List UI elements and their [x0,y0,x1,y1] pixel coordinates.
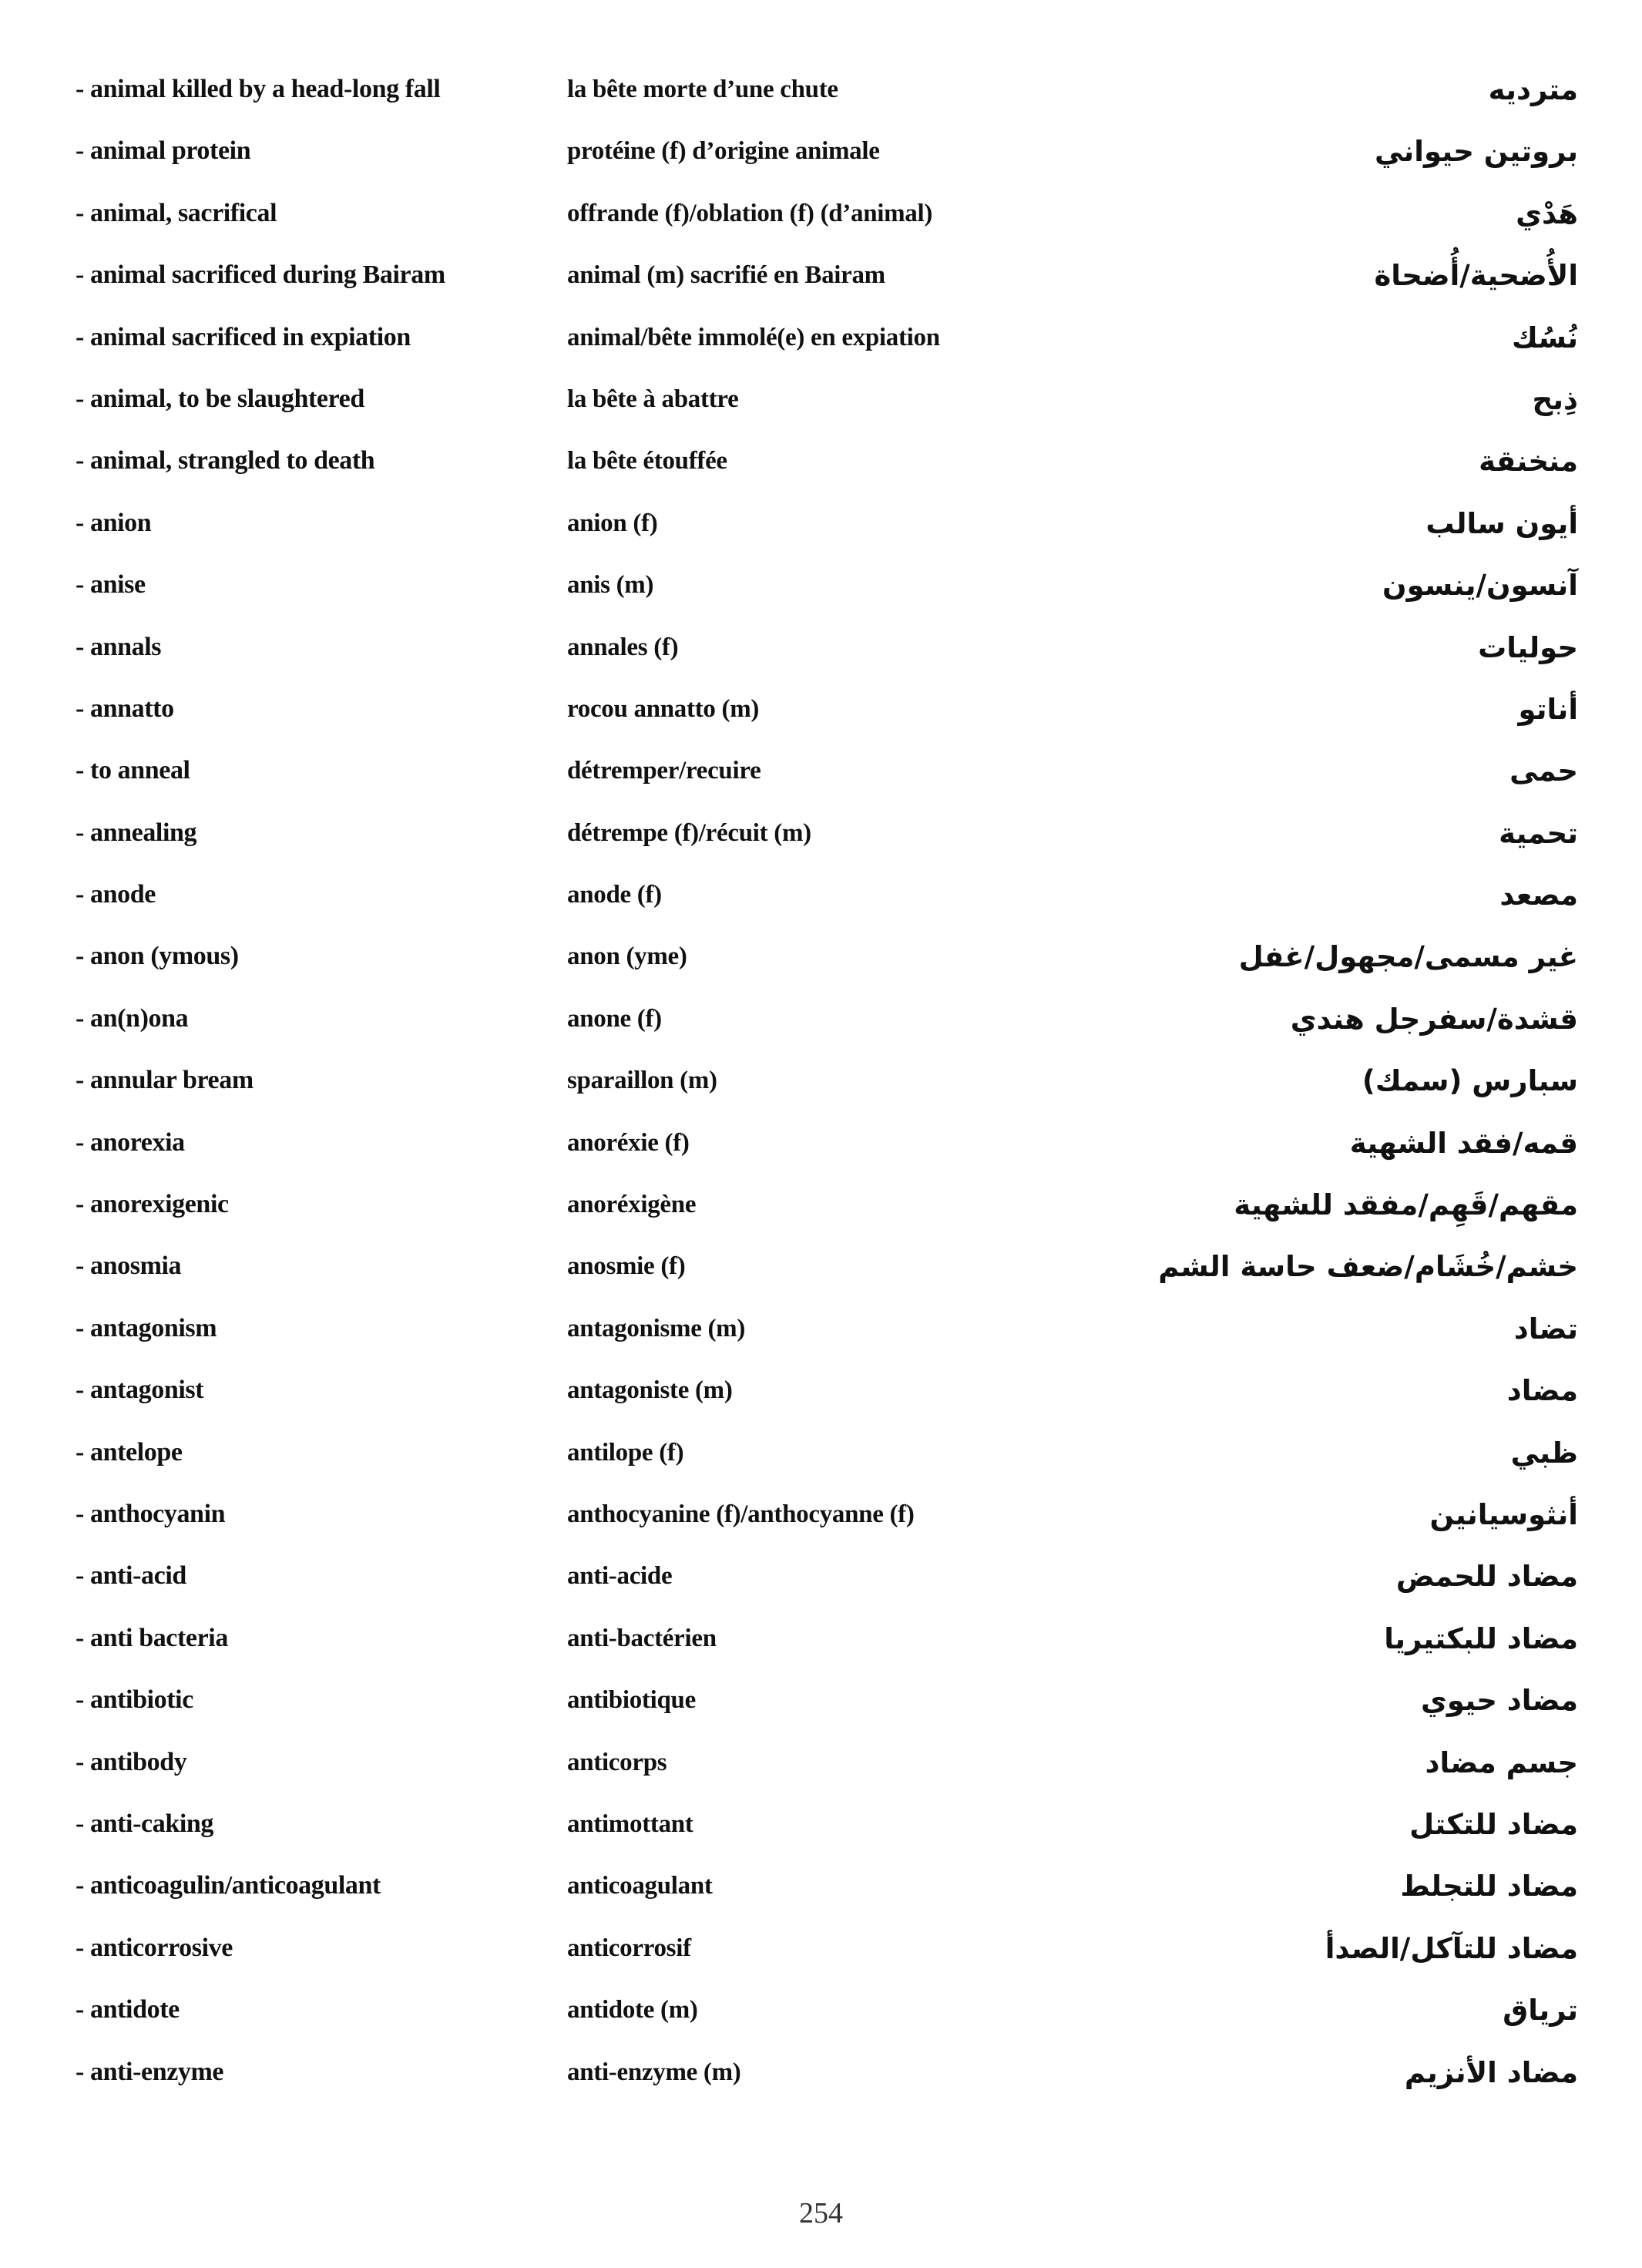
english-term: - an(n)ona [76,1003,189,1033]
arabic-term: مضاد للتجلط [1400,1870,1578,1903]
english-term: - to anneal [76,756,190,785]
english-term: - anticorrosive [76,1933,233,1962]
english-term: - anti-caking [76,1809,213,1838]
entry-row [76,1493,1578,1554]
english-term: - anosmia [76,1252,182,1281]
entry-row [76,192,1578,254]
entry-row [76,1369,1578,1430]
entry-row [76,1988,1578,2050]
arabic-term: ظبي [1510,1436,1578,1470]
french-term: sparaillon (m) [567,1067,717,1095]
entry-row [76,254,1578,315]
french-term: anti-bactérien [567,1624,717,1652]
french-term: anoréxigène [567,1191,697,1219]
english-term: - antibiotic [76,1685,193,1715]
arabic-term: أناتو [1518,692,1578,726]
english-term: - antagonist [76,1376,204,1405]
french-term: rocou annatto (m) [567,694,760,723]
arabic-term: مقهم/قَهِم/مفقد للشهية [1234,1188,1578,1222]
english-term: - anon (ymous) [76,942,239,971]
arabic-term: ترياق [1503,1994,1578,2028]
entry-row [76,1927,1578,1988]
english-term: - anorexigenic [76,1190,229,1219]
entry-row [76,749,1578,811]
english-term: - annatto [76,694,174,723]
english-term: - annealing [76,818,197,847]
entry-row [76,873,1578,935]
arabic-term: نُسُك [1512,321,1578,354]
french-term: protéine (f) d’origine animale [567,137,880,166]
french-term: la bête morte d’une chute [567,76,838,103]
french-term: anti-enzyme (m) [567,2058,741,2086]
english-term: - anion [76,508,152,537]
french-term: la bête à abattre [567,385,739,413]
french-term: anosmie (f) [567,1252,686,1281]
french-term: anone (f) [567,1004,662,1033]
french-term: antilope (f) [567,1438,684,1467]
english-term: - anti-acid [76,1561,186,1591]
english-term: - antelope [76,1437,183,1467]
entry-row [76,997,1578,1059]
french-term: anticorps [567,1748,667,1776]
arabic-term: مضاد للتآكل/الصدأ [1325,1931,1578,1965]
entry-row [76,129,1578,191]
arabic-term: مترديه [1488,73,1578,106]
french-term: annales (f) [567,633,679,661]
entry-row [76,626,1578,687]
english-term: - anthocyanin [76,1499,226,1528]
french-term: la bête étouffée [567,447,727,475]
french-term: détremper/recuire [567,757,761,785]
english-term: - anorexia [76,1127,185,1157]
arabic-term: مضاد للبكتيريا [1384,1621,1578,1655]
arabic-term: قمه/فقد الشهية [1349,1126,1578,1160]
entry-row [76,316,1578,378]
french-term: anticorrosif [567,1934,691,1962]
arabic-term: الأُضحية/أُضحاة [1374,259,1578,293]
entry-row [76,68,1578,129]
entry-row [76,563,1578,625]
french-term: anion (f) [567,509,658,537]
french-term: détrempe (f)/récuit (m) [567,818,811,847]
entry-row [76,1431,1578,1493]
english-term: - anode [76,880,156,909]
french-term: animal (m) sacrifié en Bairam [567,261,885,290]
english-term: - animal sacrificed in expiation [76,322,411,351]
entry-row [76,811,1578,873]
english-term: - annals [76,632,162,661]
entry-row [76,1678,1578,1740]
french-term: anoréxie (f) [567,1128,690,1157]
english-term: - animal protein [76,136,251,166]
entry-row [76,687,1578,749]
english-term: - animal sacrificed during Bairam [76,260,445,290]
arabic-term: مضاد للحمض [1395,1560,1578,1594]
entry-row [76,502,1578,563]
english-term: - antagonism [76,1313,217,1342]
arabic-term: أنثوسيانين [1429,1497,1578,1531]
english-term: - antibody [76,1747,187,1776]
arabic-term: حوليات [1478,630,1578,664]
entry-row [76,1307,1578,1369]
entry-row [76,1803,1578,1864]
arabic-term: تضاد [1513,1312,1578,1346]
english-term: - animal, strangled to death [76,446,375,475]
arabic-term: آنسون/ينسون [1382,569,1578,603]
entry-row [76,2051,1578,2112]
entry-list [76,68,1578,2112]
entry-row [76,439,1578,501]
french-term: anon (yme) [567,942,687,971]
english-term: - animal, sacrifical [76,198,277,227]
arabic-term: منخنقة [1479,445,1578,479]
english-term: - antidote [76,1995,180,2024]
english-term: - anise [76,570,146,600]
arabic-term: بروتين حيواني [1374,135,1578,169]
english-term: - anti bacteria [76,1623,228,1652]
entry-row [76,1245,1578,1306]
french-term: antimottant [567,1809,693,1838]
french-term: anis (m) [567,571,654,600]
entry-row [76,1121,1578,1183]
entry-row [76,1864,1578,1926]
french-term: animal/bête immolé(e) en expiation [567,323,940,351]
arabic-term: مضاد الأنزيم [1404,2055,1578,2089]
french-term: anthocyanine (f)/anthocyanne (f) [567,1500,915,1528]
french-term: antidote (m) [567,1996,698,2024]
arabic-term: ذِبح [1532,382,1578,416]
french-term: antibiotique [567,1686,696,1715]
arabic-term: سبارس (سمك) [1362,1064,1578,1098]
english-term: - animal, to be slaughtered [76,384,364,413]
arabic-term: تحمية [1499,816,1578,850]
arabic-term: مضاد حيوي [1420,1684,1578,1718]
arabic-term: مضاد [1506,1374,1578,1408]
entry-row [76,1183,1578,1245]
french-term: anti-acide [567,1562,673,1591]
english-term: - anticoagulin/anticoagulant [76,1871,381,1900]
entry-row [76,1617,1578,1678]
arabic-term: أيون سالب [1425,506,1578,540]
arabic-term: حمى [1509,754,1578,788]
entry-row [76,378,1578,439]
french-term: anode (f) [567,881,662,909]
english-term: - annular bream [76,1066,254,1095]
entry-row [76,935,1578,996]
french-term: antagoniste (m) [567,1376,733,1405]
entry-row [76,1741,1578,1803]
arabic-term: خشم/خُشَام/ضعف حاسة الشم [1158,1250,1578,1284]
arabic-term: غير مسمى/مجهول/غفل [1238,940,1578,974]
page-number: 254 [799,2197,843,2229]
arabic-term: مضاد للتكتل [1409,1807,1578,1841]
arabic-term: هَدْي [1516,197,1578,230]
arabic-term: قشدة/سفرجل هندي [1290,1002,1578,1036]
english-term: - anti-enzyme [76,2057,224,2086]
english-term: - animal killed by a head-long fall [76,75,441,103]
entry-row [76,1059,1578,1121]
entry-row [76,1554,1578,1616]
arabic-term: مصعد [1499,879,1578,912]
arabic-term: جسم مضاد [1425,1746,1578,1779]
french-term: antagonisme (m) [567,1314,746,1342]
french-term: offrande (f)/oblation (f) (d’animal) [567,199,933,227]
french-term: anticoagulant [567,1872,713,1900]
